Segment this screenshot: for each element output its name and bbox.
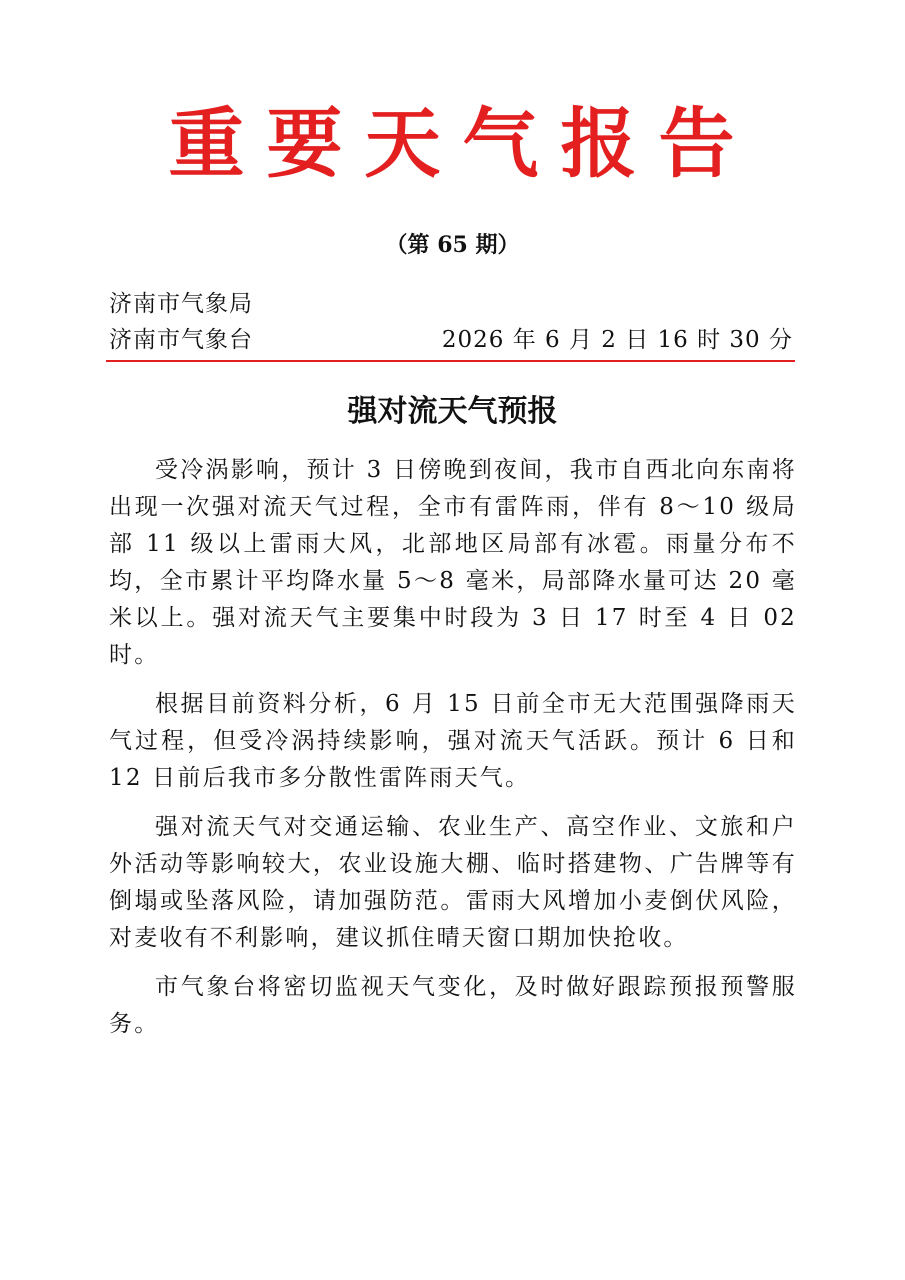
body-paragraph: 强对流天气对交通运输、农业生产、高空作业、文旅和户外活动等影响较大，农业设施大棚、临时搭建物、广告牌等有倒塌或坠落风险，请加强防范。雷雨大风增加小麦倒伏风险，对麦收有不利影响，建议抓住晴天窗口期加快抢收。 [109,814,797,951]
issue-number: （第 65 期） [385,232,520,258]
body-paragraph: 市气象台将密切监视天气变化，及时做好跟踪预报预警服务。 [109,974,797,1037]
issuer-observatory: 济南市气象台 [109,327,253,353]
document-title: 强对流天气预报 [347,394,558,429]
body-paragraph: 根据目前资料分析，6 月 15 日前全市无大范围强降雨天气过程，但受冷涡持续影响，强对流天气活跃。预计 6 日和 12 日前后我市多分散性雷阵雨天气。 [109,691,797,791]
document-body [109,452,797,1055]
report-masthead: 重要天气报告 [168,99,757,188]
issuer-bureau: 济南市气象局 [109,291,253,317]
red-divider-line [106,360,795,362]
issue-timestamp: 2026 年 6 月 2 日 16 时 30 分 [441,327,793,353]
body-paragraph: 受冷涡影响，预计 3 日傍晚到夜间，我市自西北向东南将出现一次强对流天气过程，全市有雷阵雨，伴有 8～10 级局部 11 级以上雷雨大风，北部地区局部有冰雹。雨量分布不均，全市累计平均降水量 5～8 毫米，局部降水量可达 20 毫米以上。强对流天气主要集中时段为 3 日 17 时至 4 日 02 时。 [109,457,797,668]
